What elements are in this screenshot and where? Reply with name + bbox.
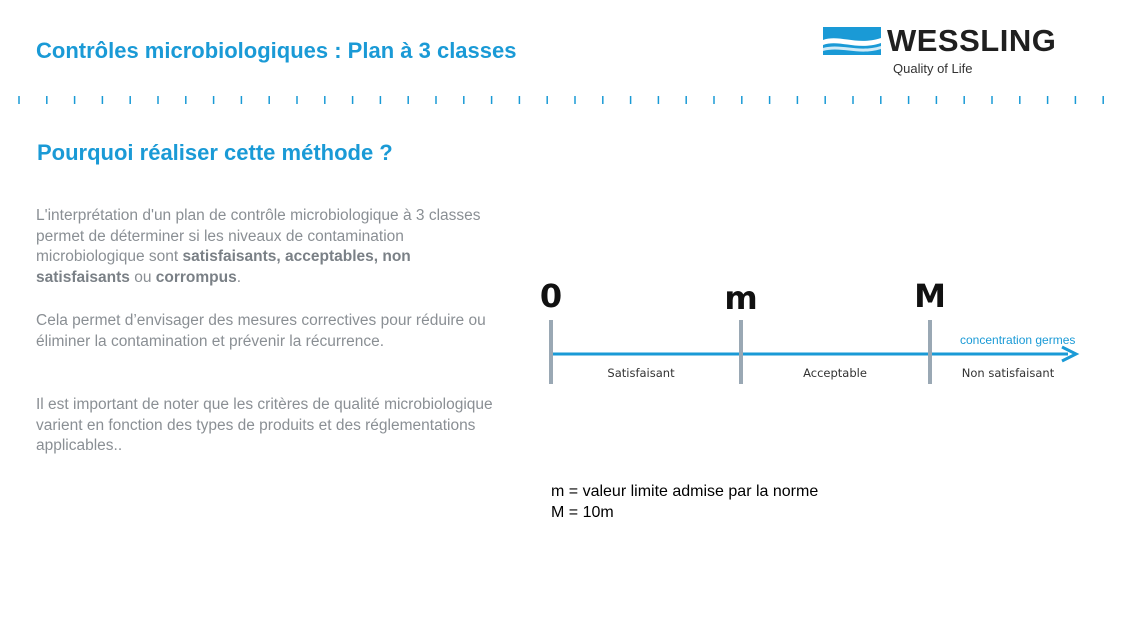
marker-m: m [724,279,758,317]
paragraph-corrective: Cela permet d’envisager des mesures correctives pour réduire ou éliminer la contamination et prévenir la récurrence. [36,312,486,350]
paragraph-criteria: Il est important de noter que les critères de qualité microbiologique varient en fonction des types de produits et des réglementations applicables.. [36,396,493,454]
legend [551,481,818,523]
zone-satisfaisant: Satisfaisant [607,366,675,380]
tick-divider [17,96,1107,105]
legend-line-M: M = 10m [551,504,614,521]
p1-text-a: L'interprétation d'un plan de contrôle microbiologique à 3 classes permet de déterminer si les niveaux de contamination microbiologique sont [36,207,481,265]
marker-M: M [914,277,946,315]
axis-label: concentration germes [960,333,1076,347]
classification-scale [530,270,1100,400]
section-heading: Pourquoi réaliser cette méthode ? [37,140,393,165]
zone-non-satisfaisant: Non satisfaisant [961,366,1055,380]
wave-logo-icon [823,27,881,55]
zone-acceptable: Acceptable [803,366,867,380]
legend-line-m: m = valeur limite admise par la norme [551,483,819,500]
p1-bold-corrompus: corrompus [155,268,237,286]
logo-tagline: Quality of Life [893,61,973,76]
p1-text-c: ou [129,268,156,286]
p1-text-d: . [236,268,242,286]
p1-bold-classes: satisfaisants, acceptables, non satisfaisants [36,248,411,286]
marker-0: 0 [539,277,563,315]
paragraph-interpretation [36,206,506,288]
wessling-logo [823,23,1083,82]
page-title: Contrôles microbiologiques : Plan à 3 classes [36,38,517,63]
logo-name: WESSLING [887,23,1057,58]
